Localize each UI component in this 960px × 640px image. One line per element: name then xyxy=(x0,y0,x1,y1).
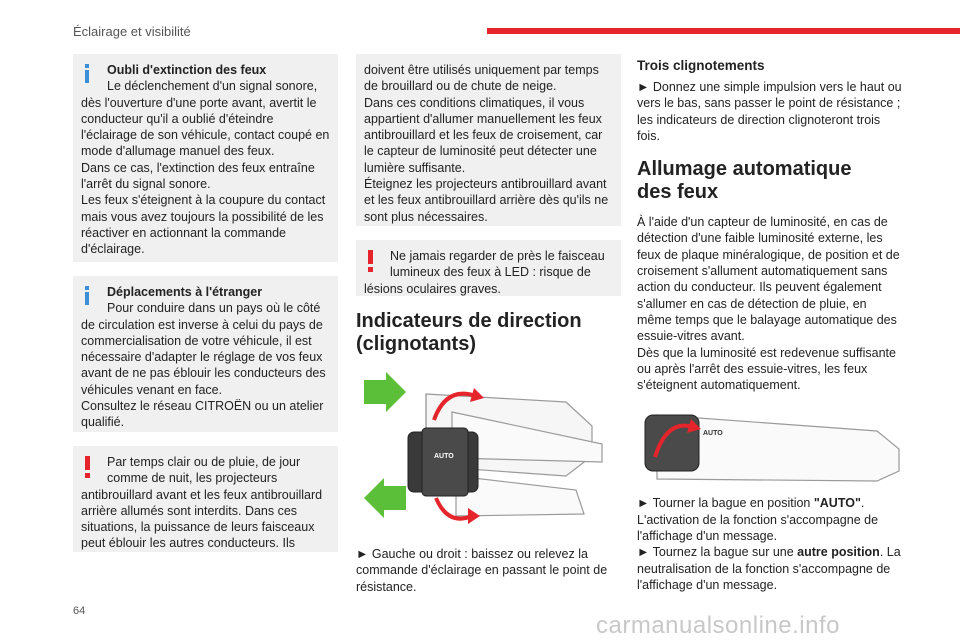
note-title: Oubli d'extinction des feux xyxy=(107,63,267,77)
auto-lights-body: À l'aide d'un capteur de luminosité, en cas de détection d'une faible luminosité externe, les feux de plaque minéralogique, de position et de croisement s'allument automatiquement sans action du conducteur. Ils peuvent également s'allumer en cas de détection de pluie, en même temps que le balayage automatique des essuie-vitres avant. xyxy=(637,215,900,344)
step-2 xyxy=(637,544,902,593)
step-text: ► Tournez la bague sur une xyxy=(637,545,798,560)
info-note-lights-off xyxy=(73,54,338,262)
note-body: lésions oculaires graves. xyxy=(364,281,501,296)
note-body: Éteignez les projecteurs antibrouillard avant et les feux antibrouillard arrière dès qu'ils ne sont plus nécessaires. xyxy=(364,177,609,224)
step-text: . xyxy=(860,496,865,511)
note-line: Pour conduire dans un pays où le côté xyxy=(107,301,321,316)
note-body: antibrouillard avant et les feux antibrouillard arrière allumés sont interdits. Dans ces situations, la puissance de leurs faisceaux peut éblouir les autres conducteurs. Ils xyxy=(81,487,323,551)
note-title: Déplacements à l'étranger xyxy=(107,285,263,299)
auto-stalk-illustration xyxy=(637,401,902,485)
column-3 xyxy=(637,58,902,593)
section-title: Éclairage et visibilité xyxy=(73,24,191,39)
three-flashes-text: ► Donnez une simple impulsion vers le haut ou vers le bas, sans passer le point de résistance ; les indicateurs de direction clignoteront trois fois. xyxy=(637,80,902,143)
page-number: 64 xyxy=(73,605,86,617)
header-accent-bar xyxy=(487,28,960,34)
warning-note-fog-lights xyxy=(73,446,338,552)
heading-turn-signals: Indicateurs de direction (clignotants) xyxy=(356,310,582,355)
note-line: Par temps clair ou de pluie, de jour xyxy=(107,455,301,469)
column-2 xyxy=(356,54,621,595)
info-icon xyxy=(83,64,91,83)
note-body: Dans ce cas, l'extinction des feux entraîne l'arrêt du signal sonore. xyxy=(81,160,315,192)
turn-signal-instruction: ► Gauche ou droit : baissez ou relevez la commande d'éclairage en passant le point de résistance. xyxy=(356,547,608,594)
note-line: comme de nuit, les projecteurs xyxy=(107,471,278,486)
step-text: ► Tourner la bague en position xyxy=(637,496,814,511)
note-body: Dans ces conditions climatiques, il vous appartient d'allumer manuellement les feux antibrouillard et les feux de croisement, car le capteur de luminosité peut détecter une lumière suffisante. xyxy=(364,95,603,175)
auto-lights-body: Dès que la luminosité est redevenue suffisante ou après l'arrêt des essuie-vitres, les feux s'éteignent automatiquement. xyxy=(637,345,896,393)
step-text: . La neutralisation de la fonction s'accompagne de l'affichage d'un message. xyxy=(637,545,901,592)
note-body: Consultez le réseau CITROËN ou un atelier qualifié. xyxy=(81,399,324,430)
turn-signal-figure xyxy=(356,366,621,536)
auto-label: AUTO xyxy=(703,430,723,438)
note-body: de circulation est inverse à celui du pays de commercialisation de votre véhicule, il est nécessaire d'adapter le réglage de vos feux avant de ne pas éblouir les conducteurs des véhicules venant en face. xyxy=(81,317,326,397)
note-body: dès l'ouverture d'une porte avant, avertit le conducteur qu'il a oublié d'éteindre l'éclairage de son véhicule, contact coupé en mode d'allumage manuel des feux. xyxy=(81,95,330,159)
step-emphasis: autre position xyxy=(797,545,880,560)
warning-note-led xyxy=(356,240,621,296)
subheading-three-flashes: Trois clignotements xyxy=(637,58,765,73)
arrow-down-icon xyxy=(364,478,406,518)
step-1-result: L'activation de la fonction s'accompagne de l'affichage d'un message. xyxy=(637,512,879,544)
warning-icon xyxy=(368,250,374,272)
column-1 xyxy=(73,54,338,566)
note-line: Le déclenchement d'un signal sonore, xyxy=(107,79,318,94)
info-note-abroad xyxy=(73,276,338,432)
note-line: lumineux des feux à LED : risque de xyxy=(390,265,591,280)
info-icon xyxy=(83,286,91,305)
auto-lights-figure xyxy=(637,401,902,485)
arrow-up-icon xyxy=(364,372,406,412)
step-emphasis: "AUTO" xyxy=(813,496,861,511)
auto-label: AUTO xyxy=(434,453,454,460)
heading-auto-lights: Allumage automatique des feux xyxy=(637,158,852,204)
step-1 xyxy=(637,495,902,511)
warning-icon xyxy=(85,456,91,478)
note-line: Ne jamais regarder de près le faisceau xyxy=(390,249,605,263)
stalk-illustration xyxy=(356,366,621,536)
note-fog-continued xyxy=(356,54,621,226)
note-body: Les feux s'éteignent à la coupure du contact mais vous avez toujours la possibilité de les réactiver en actionnant la commande d'éclairage. xyxy=(81,193,326,257)
note-body: doivent être utilisés uniquement par temps de brouillard ou de chute de neige. xyxy=(364,63,599,94)
watermark: carmanualsonline.info xyxy=(596,612,840,639)
